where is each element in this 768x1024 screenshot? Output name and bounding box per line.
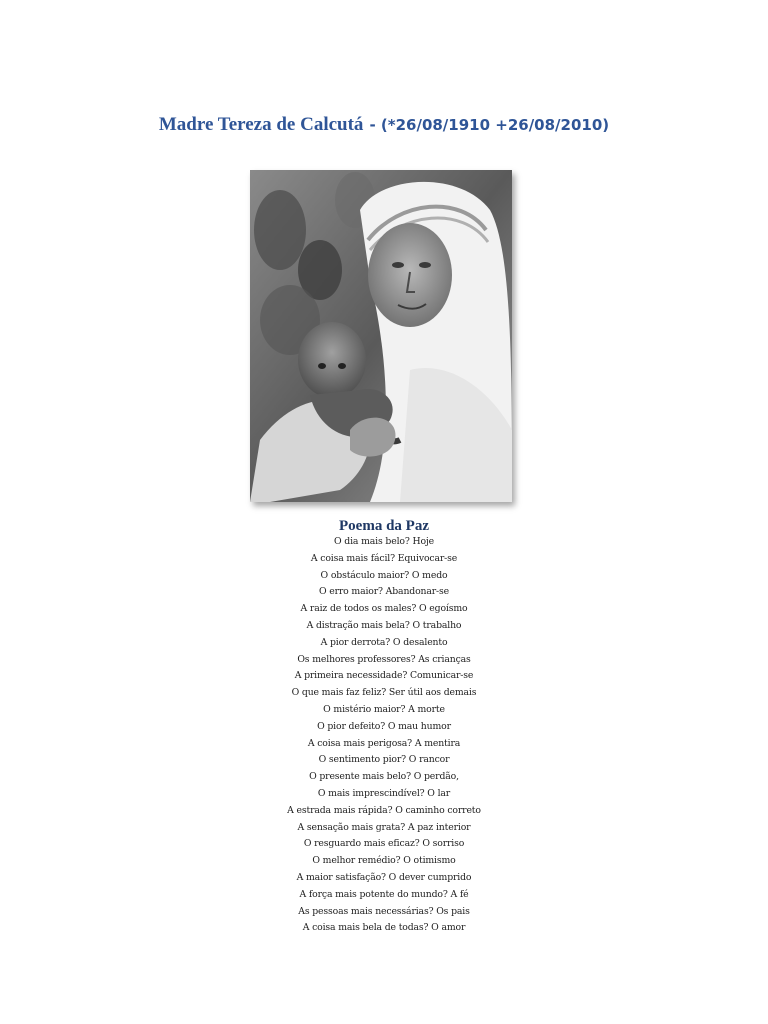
poem-line: O obstáculo maior? O medo [320,569,448,581]
poem-lines [0,534,768,937]
poem-line: A coisa mais perigosa? A mentira [307,737,461,749]
poem-line: A raiz de todos os males? O egoísmo [300,603,468,615]
poem-title: Poema da Paz [339,518,429,534]
title-dates: - (*26/08/1910 +26/08/2010) [369,116,610,134]
poem-line: O mistério maior? A morte [323,703,445,715]
poem-line: A coisa mais bela de todas? O amor [302,922,466,934]
poem-line: O sentimento pior? O rancor [318,754,450,766]
portrait-photo [250,170,512,502]
poem-line: O resguardo mais eficaz? O sorriso [303,838,465,850]
poem-line: O presente mais belo? O perdão, [309,771,459,783]
poem-line: A sensação mais grata? A paz interior [297,821,471,833]
title-name: Madre Tereza de Calcutá [158,114,364,135]
poem-line: O erro maior? Abandonar-se [318,586,450,598]
poem-line: O melhor remédio? O otimismo [312,855,456,867]
poem-line: A pior derrota? O desalento [320,636,448,648]
poem-line: O mais imprescindível? O lar [317,787,451,799]
poem-line: A força mais potente do mundo? A fé [299,888,469,900]
poem-line: A maior satisfação? O dever cumprido [296,871,472,883]
poem-line: O que mais faz feliz? Ser útil aos demais [291,687,477,699]
page-title [0,114,768,136]
poem-line: A primeira necessidade? Comunicar-se [294,670,474,682]
poem-line: O pior defeito? O mau humor [317,720,451,732]
poem-line: As pessoas mais necessárias? Os pais [298,905,470,917]
poem-line: A distração mais bela? O trabalho [306,619,462,631]
poem-line: A estrada mais rápida? O caminho correto [287,804,481,816]
poem-line: Os melhores professores? As crianças [297,653,471,665]
poem-line: O dia mais belo? Hoje [334,536,434,547]
poem-line: A coisa mais fácil? Equivocar-se [310,552,458,564]
